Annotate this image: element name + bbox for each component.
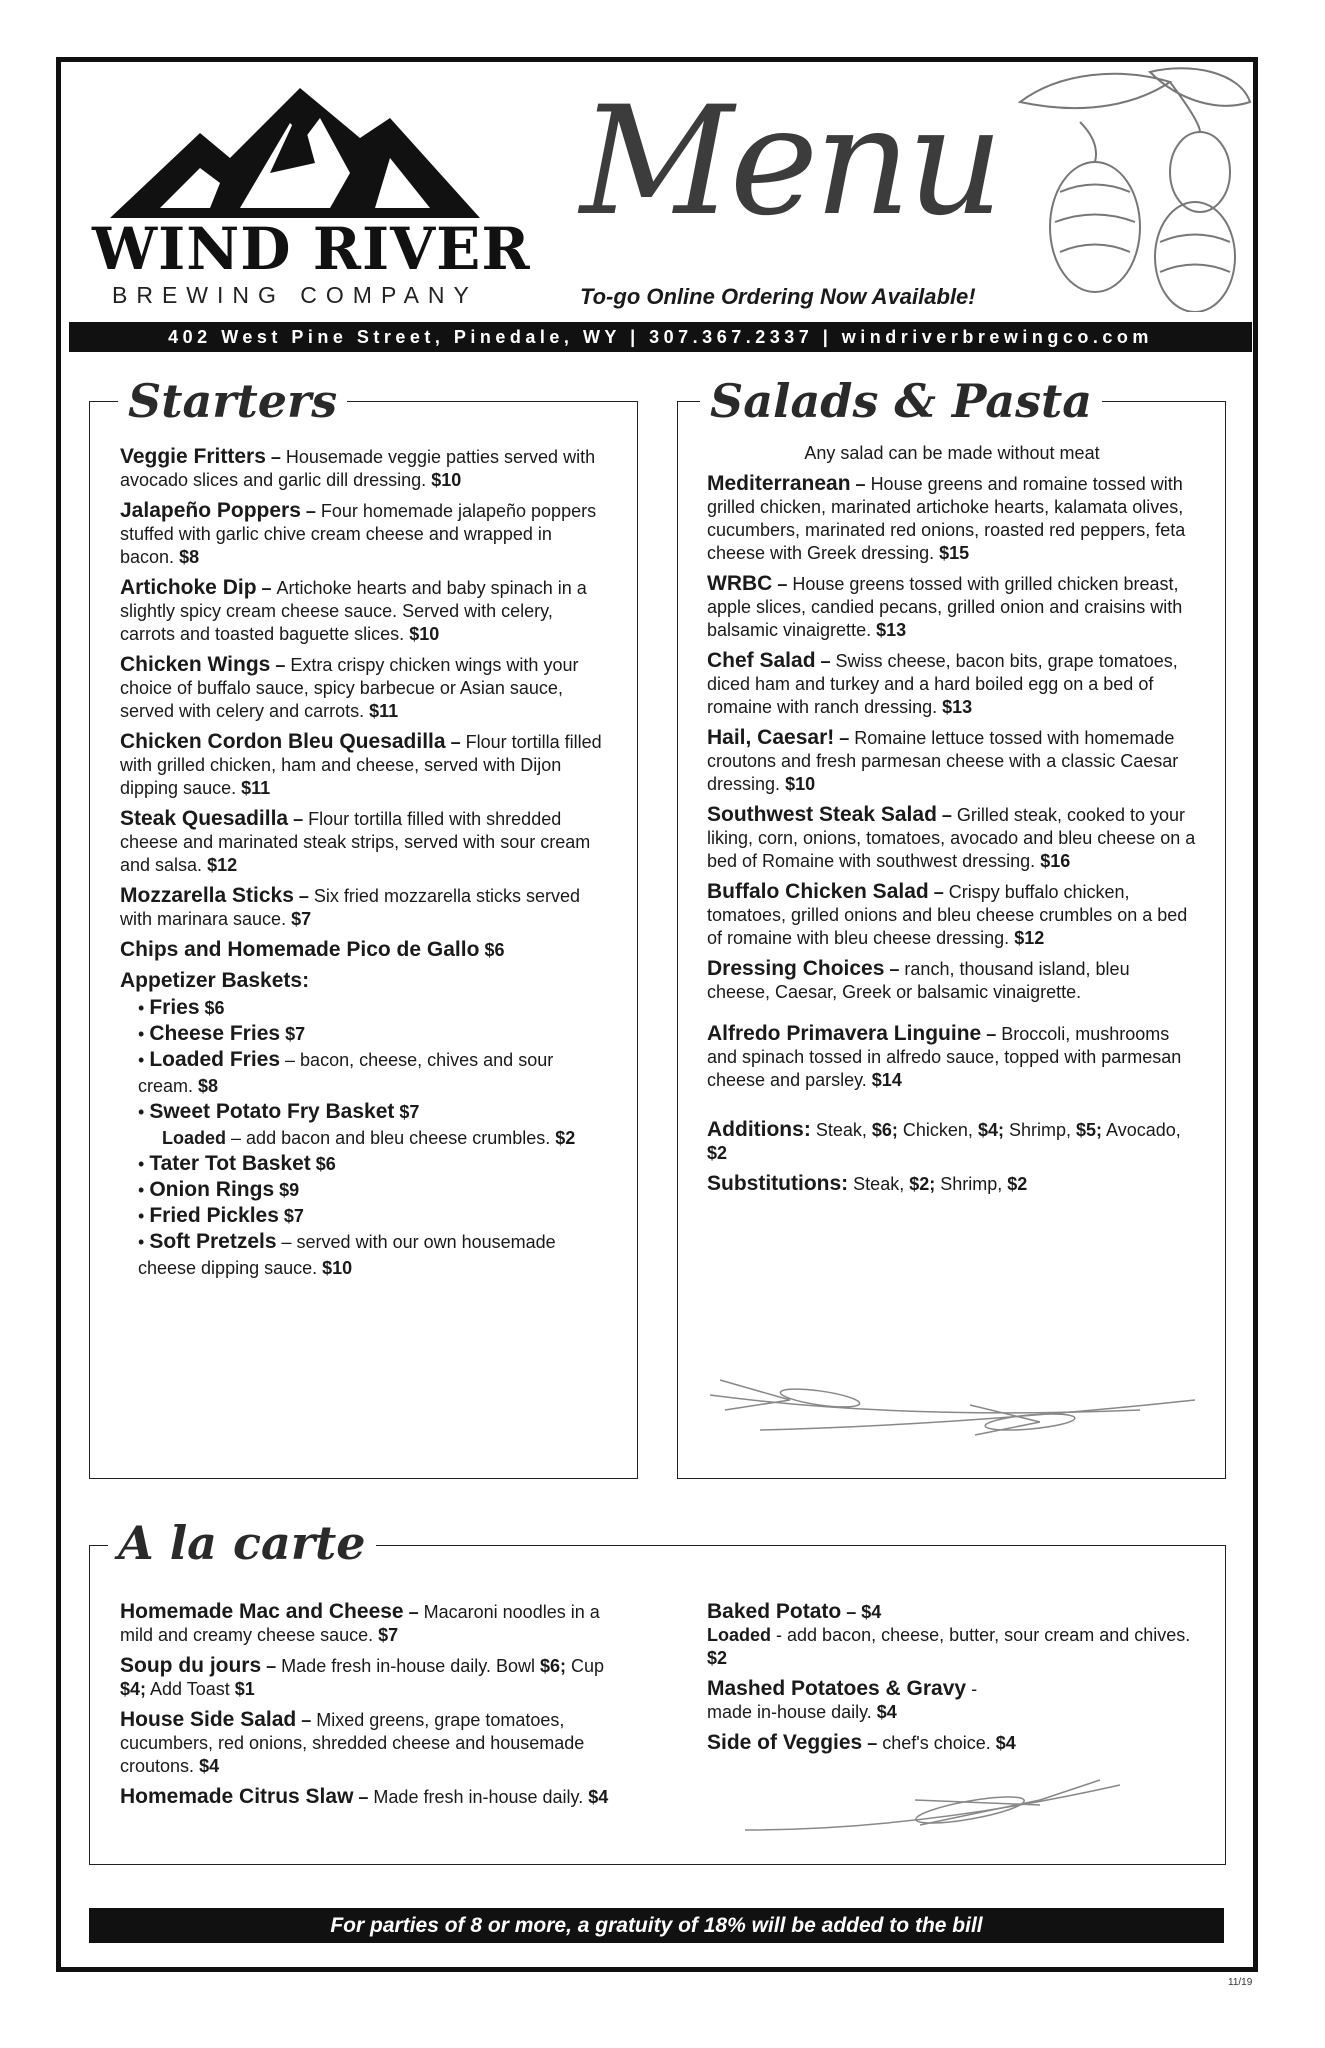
list-item: • Fried Pickles $7 (138, 1204, 304, 1227)
date-code: 11/19 (1228, 1977, 1253, 1988)
hops-illustration-icon (1000, 62, 1255, 312)
to-go-notice: To-go Online Ordering Now Available! (580, 284, 976, 309)
list-item: • Fries $6 (138, 996, 225, 1019)
list-item: • Sweet Potato Fry Basket $7 (138, 1100, 420, 1123)
wheat-illustration-icon (700, 1370, 1200, 1450)
list-item: Homemade Citrus Slaw – Made fresh in-house daily. $4 (120, 1785, 609, 1808)
list-item: • Cheese Fries $7 (138, 1022, 306, 1045)
list-item: Soup du jours – Made fresh in-house daily. Bowl $6; Cup $4; Add Toast $1 (120, 1654, 605, 1699)
list-item: • Soft Pretzels – served with our own housemade cheese dipping sauce. $10 (138, 1230, 556, 1278)
salad-note: Any salad can be made without meat (804, 443, 1100, 463)
list-item: Chicken Cordon Bleu Quesadilla – Flour tortilla filled with grilled chicken, ham and cheese, served with Dijon dipping sauce. $11 (120, 730, 602, 798)
list-item: Steak Quesadilla – Flour tortilla filled with shredded cheese and marinated steak strips, served with sour cream and salsa. $12 (120, 807, 591, 875)
list-item: WRBC – House greens tossed with grilled chicken breast, apple slices, candied pecans, grilled onion and craisins with balsamic vinaigrette. $13 (707, 572, 1183, 640)
a-la-carte-right (707, 1600, 1197, 1762)
list-item: Buffalo Chicken Salad – Crispy buffalo chicken, tomatoes, grilled onions and bleu cheese crumbles on a bed of romaine with bleu cheese dressing. $12 (707, 880, 1188, 948)
list-item: Mediterranean – House greens and romaine tossed with grilled chicken, marinated artichoke hearts, kalamata olives, cucumbers, marinated red onions, roasted red peppers, feta cheese with Greek dressing. $15 (707, 472, 1186, 563)
additions: Additions: Steak, $6; Chicken, $4; Shrimp, $5; Avocado, $2 (707, 1118, 1181, 1163)
brand-name: WIND RIVER (92, 215, 531, 283)
starters-title: Starters (118, 378, 347, 424)
list-item: Artichoke Dip – Artichoke hearts and baby spinach in a slightly spicy cream cheese sauce. Served with celery, carrots and toasted baguette slices. $10 (120, 576, 587, 644)
baskets-list (120, 995, 610, 1281)
list-item: Southwest Steak Salad – Grilled steak, cooked to your liking, corn, onions, tomatoes, avocado and bleu cheese on a bed of Romaine with southwest dressing. $16 (707, 803, 1196, 871)
list-item: Hail, Caesar! – Romaine lettuce tossed with homemade croutons and fresh parmesan cheese with a classic Caesar dressing. $10 (707, 726, 1179, 794)
list-item: Mashed Potatoes & Gravy - made in-house daily. $4 (707, 1677, 978, 1722)
list-item: Veggie Fritters – Housemade veggie patties served with avocado slices and garlic dill dressing. $10 (120, 445, 596, 490)
list-item: Loaded – add bacon and bleu cheese crumbles. $2 (162, 1128, 576, 1148)
list-item: • Onion Rings $9 (138, 1178, 300, 1201)
address-bar: 402 West Pine Street, Pinedale, WY | 307.367.2337 | windriverbrewingco.com (69, 322, 1252, 352)
salads-list (707, 443, 1197, 1203)
list-item: Homemade Mac and Cheese – Macaroni noodles in a mild and creamy cheese sauce. $7 (120, 1600, 600, 1645)
list-item: Mozzarella Sticks – Six fried mozzarella sticks served with marinara sauce. $7 (120, 884, 581, 929)
gratuity-notice: For parties of 8 or more, a gratuity of 18% will be added to the bill (89, 1908, 1224, 1943)
list-item: Side of Veggies – chef's choice. $4 (707, 1731, 1016, 1754)
menu-title: Menu (580, 75, 1000, 249)
list-item: Jalapeño Poppers – Four homemade jalapeño poppers stuffed with garlic chive cream cheese and wrapped in bacon. $8 (120, 499, 597, 567)
list-item: • Loaded Fries – bacon, cheese, chives and sour cream. $8 (138, 1048, 554, 1096)
list-item: • Tater Tot Basket $6 (138, 1152, 336, 1175)
salads-title: Salads & Pasta (700, 378, 1102, 424)
brand-subtitle: BREWING COMPANY (112, 282, 478, 308)
wheat-illustration-icon (740, 1770, 1130, 1840)
a-la-carte-left (120, 1600, 610, 1816)
list-item: Chef Salad – Swiss cheese, bacon bits, grape tomatoes, diced ham and turkey and a hard boiled egg on a bed of romaine with ranch dressing. $13 (707, 649, 1178, 717)
list-item: Dressing Choices – ranch, thousand island, bleu cheese, Caesar, Greek or balsamic vinaigrette. (707, 957, 1130, 1002)
substitutions: Substitutions: Steak, $2; Shrimp, $2 (707, 1172, 1028, 1195)
list-item: Chicken Wings – Extra crispy chicken wings with your choice of buffalo sauce, spicy barbecue or Asian sauce, served with celery and carrots. $11 (120, 653, 579, 721)
starters-list (120, 445, 610, 1281)
list-item: Alfredo Primavera Linguine – Broccoli, mushrooms and spinach tossed in alfredo sauce, topped with parmesan cheese and parsley. $14 (707, 1022, 1182, 1090)
list-item: Chips and Homemade Pico de Gallo $6 (120, 938, 505, 961)
list-item: House Side Salad – Mixed greens, grape tomatoes, cucumbers, red onions, shredded cheese and housemade croutons. $4 (120, 1708, 585, 1776)
baskets-heading: Appetizer Baskets: (120, 969, 310, 992)
list-item: Baked Potato – $4 Loaded - add bacon, cheese, butter, sour cream and chives. $2 (707, 1600, 1191, 1668)
a-la-carte-title: A la carte (108, 1520, 376, 1566)
